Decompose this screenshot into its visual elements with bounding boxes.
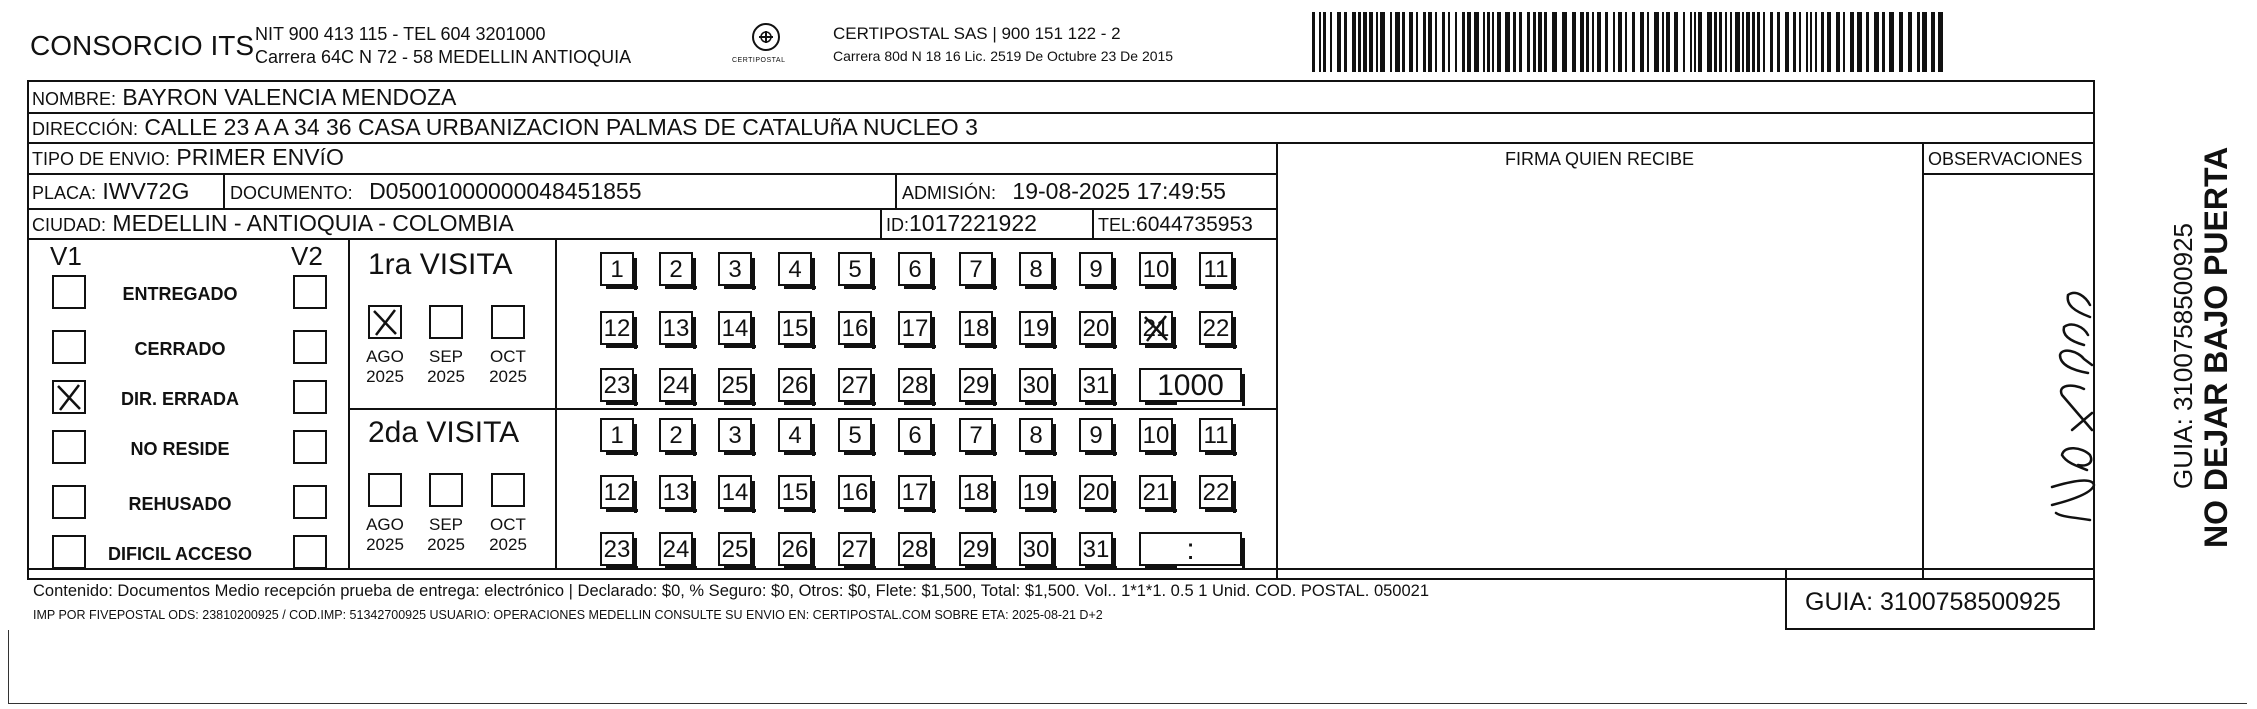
barcode-bar bbox=[1674, 12, 1678, 72]
month-label: SEP bbox=[428, 347, 464, 366]
v2-checkbox[interactable] bbox=[293, 535, 327, 569]
status-label: CERRADO bbox=[134, 339, 226, 359]
v1-checkbox[interactable] bbox=[52, 275, 86, 309]
year-label: 2025 bbox=[366, 535, 404, 554]
v2-checkbox[interactable] bbox=[293, 330, 327, 364]
x-mark-icon bbox=[370, 307, 400, 337]
barcode-bar bbox=[1358, 12, 1361, 72]
v1-checkbox[interactable] bbox=[52, 380, 86, 414]
x-mark-icon bbox=[54, 382, 84, 412]
barcode-bar bbox=[1369, 12, 1373, 72]
status-label: DIFICIL ACCESO bbox=[107, 544, 252, 564]
admision-label: ADMISIÓN: bbox=[902, 183, 997, 203]
barcode-bar bbox=[1544, 12, 1547, 72]
barcode-bar bbox=[1423, 12, 1426, 72]
barcode-bar bbox=[1714, 12, 1717, 72]
day-box[interactable]: 1 bbox=[600, 252, 634, 286]
barcode-bar bbox=[1562, 12, 1567, 72]
barcode-bar bbox=[1533, 12, 1536, 72]
barcode-bar bbox=[1380, 12, 1385, 72]
day-box[interactable]: 31 bbox=[1079, 532, 1113, 566]
barcode-bar bbox=[1344, 12, 1347, 72]
observaciones-label: OBSERVACIONES bbox=[1928, 149, 2083, 169]
day-box[interactable]: 1 bbox=[600, 418, 634, 452]
barcode-bar bbox=[1857, 12, 1862, 72]
barcode-bar bbox=[1613, 12, 1615, 72]
placa-label: PLACA: bbox=[32, 183, 97, 203]
barcode-bar bbox=[1505, 12, 1510, 72]
day-box[interactable]: 9 bbox=[1079, 418, 1113, 452]
barcode-bar bbox=[1337, 12, 1341, 72]
month-checkbox[interactable] bbox=[491, 473, 525, 507]
barcode-bar bbox=[1690, 12, 1692, 72]
month-label: SEP bbox=[428, 515, 464, 534]
day-box[interactable]: 12 bbox=[600, 311, 634, 345]
barcode-bar bbox=[1552, 12, 1557, 72]
day-box[interactable]: 16 bbox=[838, 311, 872, 345]
barcode-bar bbox=[1467, 12, 1471, 72]
day-box[interactable]: 15 bbox=[778, 475, 812, 509]
barcode-bar bbox=[1806, 12, 1808, 72]
day-box[interactable]: 4 bbox=[778, 252, 812, 286]
day-box[interactable]: 25 bbox=[718, 368, 752, 402]
company-line-2: Carrera 64C N 72 - 58 MEDELLIN ANTIOQUIA bbox=[255, 47, 632, 67]
time-field[interactable]: : bbox=[1139, 532, 1242, 566]
day-box[interactable]: 5 bbox=[838, 418, 872, 452]
v1-checkbox[interactable] bbox=[52, 430, 86, 464]
barcode-bar bbox=[1866, 12, 1869, 72]
barcode-bar bbox=[1402, 12, 1405, 72]
year-label: 2025 bbox=[427, 367, 465, 386]
admision-value: 19-08-2025 17:49:55 bbox=[1012, 178, 1226, 204]
barcode-bar bbox=[1922, 12, 1927, 72]
v1-checkbox[interactable] bbox=[52, 535, 86, 569]
barcode-bar bbox=[1752, 12, 1755, 72]
day-box[interactable]: 21 bbox=[1139, 311, 1173, 345]
id-value: 1017221922 bbox=[909, 210, 1037, 236]
barcode-bar bbox=[1882, 12, 1885, 72]
v2-checkbox[interactable] bbox=[293, 485, 327, 519]
day-box[interactable]: 7 bbox=[959, 252, 993, 286]
month-checkbox[interactable] bbox=[491, 305, 525, 339]
barcode bbox=[1312, 12, 1948, 72]
second-visit-label: 2da VISITA bbox=[368, 416, 520, 449]
barcode-bar bbox=[1654, 12, 1659, 72]
barcode-bar bbox=[1330, 12, 1332, 72]
footer-line-2: IMP POR FIVEPOSTAL ODS: 23810200925 / COD.IMP: 51342700925 USUARIO: OPERACIONES MEDELLIN CONSULTE SU ENVIO EN: CERTIPOSTAL.COM SOBRE ETA: 2025-08-21 D+2 bbox=[33, 608, 1103, 622]
v1-checkbox[interactable] bbox=[52, 485, 86, 519]
barcode-bar bbox=[1632, 12, 1635, 72]
day-box[interactable]: 13 bbox=[659, 475, 693, 509]
time-field[interactable]: 1000 bbox=[1139, 368, 1242, 402]
day-box[interactable]: 3 bbox=[718, 252, 752, 286]
day-box[interactable]: 10 bbox=[1139, 252, 1173, 286]
barcode-bar bbox=[1483, 12, 1485, 72]
nombre-label: NOMBRE: bbox=[32, 89, 117, 109]
barcode-bar bbox=[1538, 12, 1542, 72]
barcode-bar bbox=[1938, 12, 1943, 72]
barcode-bar bbox=[1694, 12, 1696, 72]
day-box[interactable]: 17 bbox=[898, 311, 932, 345]
day-box[interactable]: 7 bbox=[959, 418, 993, 452]
v2-label: V2 bbox=[291, 241, 323, 271]
day-box[interactable]: 19 bbox=[1019, 311, 1053, 345]
month-label: OCT bbox=[490, 347, 526, 366]
month-checkbox[interactable] bbox=[429, 473, 463, 507]
x-mark-icon bbox=[1141, 313, 1171, 343]
day-box[interactable]: 2 bbox=[659, 418, 693, 452]
month-checkbox[interactable] bbox=[368, 473, 402, 507]
carrier-line-1: CERTIPOSTAL SAS | 900 151 122 - 2 bbox=[833, 24, 1121, 43]
day-box[interactable]: 22 bbox=[1199, 475, 1233, 509]
barcode-bar bbox=[1793, 12, 1796, 72]
barcode-bar bbox=[1409, 12, 1413, 72]
barcode-bar bbox=[1497, 12, 1501, 72]
v1-checkbox[interactable] bbox=[52, 330, 86, 364]
status-label: DIR. ERRADA bbox=[120, 389, 239, 409]
direccion-label: DIRECCIÓN: bbox=[32, 119, 139, 139]
barcode-bar bbox=[1605, 12, 1608, 72]
barcode-bar bbox=[1513, 12, 1516, 72]
tipo-envio-value: PRIMER ENVíO bbox=[176, 144, 344, 170]
day-box[interactable]: 6 bbox=[898, 418, 932, 452]
placa-value: IWV72G bbox=[102, 178, 190, 204]
barcode-bar bbox=[1572, 12, 1576, 72]
barcode-bar bbox=[1352, 12, 1356, 72]
day-box[interactable]: 16 bbox=[838, 475, 872, 509]
day-box[interactable]: 26 bbox=[778, 532, 812, 566]
company-name: CONSORCIO ITS bbox=[30, 30, 255, 61]
tel-label: TEL: bbox=[1098, 215, 1137, 235]
barcode-bar bbox=[1836, 12, 1840, 72]
barcode-bar bbox=[1586, 12, 1589, 72]
barcode-bar bbox=[1363, 12, 1367, 72]
month-checkbox[interactable] bbox=[429, 305, 463, 339]
day-box[interactable]: 28 bbox=[898, 532, 932, 566]
carrier-line-2: Carrera 80d N 18 16 Lic. 2519 De Octubre 23 De 2015 bbox=[833, 48, 1174, 64]
handwritten-observation bbox=[2032, 255, 2112, 525]
v2-checkbox[interactable] bbox=[293, 275, 327, 309]
barcode-bar bbox=[1474, 12, 1479, 72]
barcode-bar bbox=[1874, 12, 1879, 72]
barcode-bar bbox=[1312, 12, 1315, 72]
day-box[interactable]: 20 bbox=[1079, 475, 1113, 509]
day-box[interactable]: 12 bbox=[600, 475, 634, 509]
day-box[interactable]: 6 bbox=[898, 252, 932, 286]
barcode-bar bbox=[1455, 12, 1457, 72]
day-box[interactable]: 11 bbox=[1199, 252, 1233, 286]
day-box[interactable]: 20 bbox=[1079, 311, 1113, 345]
day-box[interactable]: 14 bbox=[718, 311, 752, 345]
barcode-bar bbox=[1319, 12, 1321, 72]
barcode-bar bbox=[1683, 12, 1685, 72]
day-box[interactable]: 5 bbox=[838, 252, 872, 286]
day-box[interactable]: 24 bbox=[659, 532, 693, 566]
day-box[interactable]: 23 bbox=[600, 532, 634, 566]
day-box[interactable]: 25 bbox=[718, 532, 752, 566]
barcode-bar bbox=[1395, 12, 1400, 72]
day-box[interactable]: 21 bbox=[1139, 475, 1173, 509]
barcode-bar bbox=[1428, 12, 1432, 72]
day-box[interactable]: 24 bbox=[659, 368, 693, 402]
documento-value: D05001000000048451855 bbox=[369, 178, 642, 204]
barcode-bar bbox=[1698, 12, 1702, 72]
barcode-bar bbox=[1730, 12, 1732, 72]
barcode-bar bbox=[1662, 12, 1664, 72]
barcode-bar bbox=[1448, 12, 1450, 72]
barcode-bar bbox=[1487, 12, 1490, 72]
day-box[interactable]: 27 bbox=[838, 368, 872, 402]
month-checkbox[interactable] bbox=[368, 305, 402, 339]
barcode-bar bbox=[1592, 12, 1594, 72]
barcode-bar bbox=[1618, 12, 1622, 72]
status-label: ENTREGADO bbox=[122, 284, 238, 304]
barcode-bar bbox=[1827, 12, 1831, 72]
barcode-bar bbox=[1799, 12, 1801, 72]
year-label: 2025 bbox=[366, 367, 404, 386]
barcode-bar bbox=[1810, 12, 1812, 72]
day-box[interactable]: 28 bbox=[898, 368, 932, 402]
nombre-value: BAYRON VALENCIA MENDOZA bbox=[122, 84, 457, 110]
logo-text: CERTIPOSTAL bbox=[732, 57, 786, 64]
barcode-bar bbox=[1435, 12, 1437, 72]
status-label: REHUSADO bbox=[128, 494, 232, 514]
month-label: AGO bbox=[366, 347, 404, 366]
day-box[interactable]: 30 bbox=[1019, 368, 1053, 402]
barcode-bar bbox=[1707, 12, 1712, 72]
day-box[interactable]: 11 bbox=[1199, 418, 1233, 452]
day-box[interactable]: 10 bbox=[1139, 418, 1173, 452]
barcode-bar bbox=[1917, 12, 1920, 72]
barcode-bar bbox=[1785, 12, 1789, 72]
documento-label: DOCUMENTO: bbox=[230, 183, 353, 203]
barcode-bar bbox=[1746, 12, 1750, 72]
first-visit-label: 1ra VISITA bbox=[368, 248, 513, 281]
side-warning: NO DEJAR BAJO PUERTA bbox=[2198, 146, 2234, 548]
day-box[interactable]: 18 bbox=[959, 311, 993, 345]
barcode-bar bbox=[1462, 12, 1465, 72]
barcode-bar bbox=[1597, 12, 1601, 72]
day-box[interactable]: 4 bbox=[778, 418, 812, 452]
barcode-bar bbox=[1735, 12, 1740, 72]
barcode-bar bbox=[1843, 12, 1845, 72]
barcode-bar bbox=[1492, 12, 1494, 72]
barcode-bar bbox=[1742, 12, 1744, 72]
ciudad-value: MEDELLIN - ANTIOQUIA - COLOMBIA bbox=[112, 210, 514, 236]
barcode-bar bbox=[1821, 12, 1824, 72]
day-box[interactable]: 29 bbox=[959, 368, 993, 402]
year-label: 2025 bbox=[489, 367, 527, 386]
v2-checkbox[interactable] bbox=[293, 430, 327, 464]
barcode-bar bbox=[1580, 12, 1584, 72]
barcode-bar bbox=[1416, 12, 1418, 72]
barcode-bar bbox=[1719, 12, 1722, 72]
status-label: NO RESIDE bbox=[130, 439, 230, 459]
barcode-bar bbox=[1725, 12, 1727, 72]
barcode-bar bbox=[1390, 12, 1392, 72]
day-box[interactable]: 30 bbox=[1019, 532, 1053, 566]
year-label: 2025 bbox=[427, 535, 465, 554]
month-label: OCT bbox=[490, 515, 526, 534]
day-box[interactable]: 3 bbox=[718, 418, 752, 452]
barcode-bar bbox=[1647, 12, 1649, 72]
day-box[interactable]: 8 bbox=[1019, 418, 1053, 452]
day-box[interactable]: 23 bbox=[600, 368, 634, 402]
barcode-bar bbox=[1815, 12, 1817, 72]
barcode-bar bbox=[1850, 12, 1854, 72]
cut-area bbox=[8, 630, 2247, 704]
barcode-bar bbox=[1625, 12, 1627, 72]
day-box[interactable]: 22 bbox=[1199, 311, 1233, 345]
barcode-bar bbox=[1908, 12, 1912, 72]
company-line-1: NIT 900 413 115 - TEL 604 3201000 bbox=[255, 24, 546, 44]
day-box[interactable]: 15 bbox=[778, 311, 812, 345]
barcode-bar bbox=[1640, 12, 1644, 72]
year-label: 2025 bbox=[489, 535, 527, 554]
barcode-bar bbox=[1763, 12, 1765, 72]
barcode-bar bbox=[1442, 12, 1445, 72]
ciudad-label: CIUDAD: bbox=[32, 215, 107, 235]
day-box[interactable]: 27 bbox=[838, 532, 872, 566]
barcode-bar bbox=[1889, 12, 1894, 72]
day-box[interactable]: 2 bbox=[659, 252, 693, 286]
day-box[interactable]: 26 bbox=[778, 368, 812, 402]
day-box[interactable]: 17 bbox=[898, 475, 932, 509]
day-box[interactable]: 31 bbox=[1079, 368, 1113, 402]
day-box[interactable]: 9 bbox=[1079, 252, 1113, 286]
day-box[interactable]: 8 bbox=[1019, 252, 1053, 286]
barcode-bar bbox=[1777, 12, 1780, 72]
barcode-bar bbox=[1323, 12, 1326, 72]
barcode-bar bbox=[1519, 12, 1522, 72]
side-guia: GUIA: 3100758500925 bbox=[2168, 223, 2198, 489]
firma-label: FIRMA QUIEN RECIBE bbox=[1505, 149, 1695, 169]
day-box[interactable]: 13 bbox=[659, 311, 693, 345]
day-box[interactable]: 14 bbox=[718, 475, 752, 509]
footer-guia: GUIA: 3100758500925 bbox=[1805, 588, 2061, 616]
day-box[interactable]: 18 bbox=[959, 475, 993, 509]
barcode-bar bbox=[1527, 12, 1530, 72]
tel-value: 6044735953 bbox=[1136, 213, 1253, 236]
barcode-bar bbox=[1770, 12, 1773, 72]
barcode-bar bbox=[1757, 12, 1760, 72]
month-label: AGO bbox=[366, 515, 404, 534]
day-box[interactable]: 29 bbox=[959, 532, 993, 566]
barcode-bar bbox=[1666, 12, 1670, 72]
tipo-envio-label: TIPO DE ENVIO: bbox=[32, 149, 171, 169]
day-box[interactable]: 19 bbox=[1019, 475, 1053, 509]
v1-label: V1 bbox=[50, 241, 82, 271]
footer-line-1: Contenido: Documentos Medio recepción prueba de entrega: electrónico | Declarado: $0, % Seguro: $0, Otros: $0, Flete: $1,500, Total: $1,500. Vol.. 1*1*1. 0.5 1 Unid. COD. POSTAL. 050021 bbox=[33, 582, 1430, 600]
v2-checkbox[interactable] bbox=[293, 380, 327, 414]
barcode-bar bbox=[1931, 12, 1935, 72]
barcode-bar bbox=[1899, 12, 1903, 72]
id-label: ID: bbox=[886, 215, 910, 235]
barcode-bar bbox=[1376, 12, 1378, 72]
direccion-value: CALLE 23 A A 34 36 CASA URBANIZACION PALMAS DE CATALUñA NUCLEO 3 bbox=[144, 114, 978, 140]
